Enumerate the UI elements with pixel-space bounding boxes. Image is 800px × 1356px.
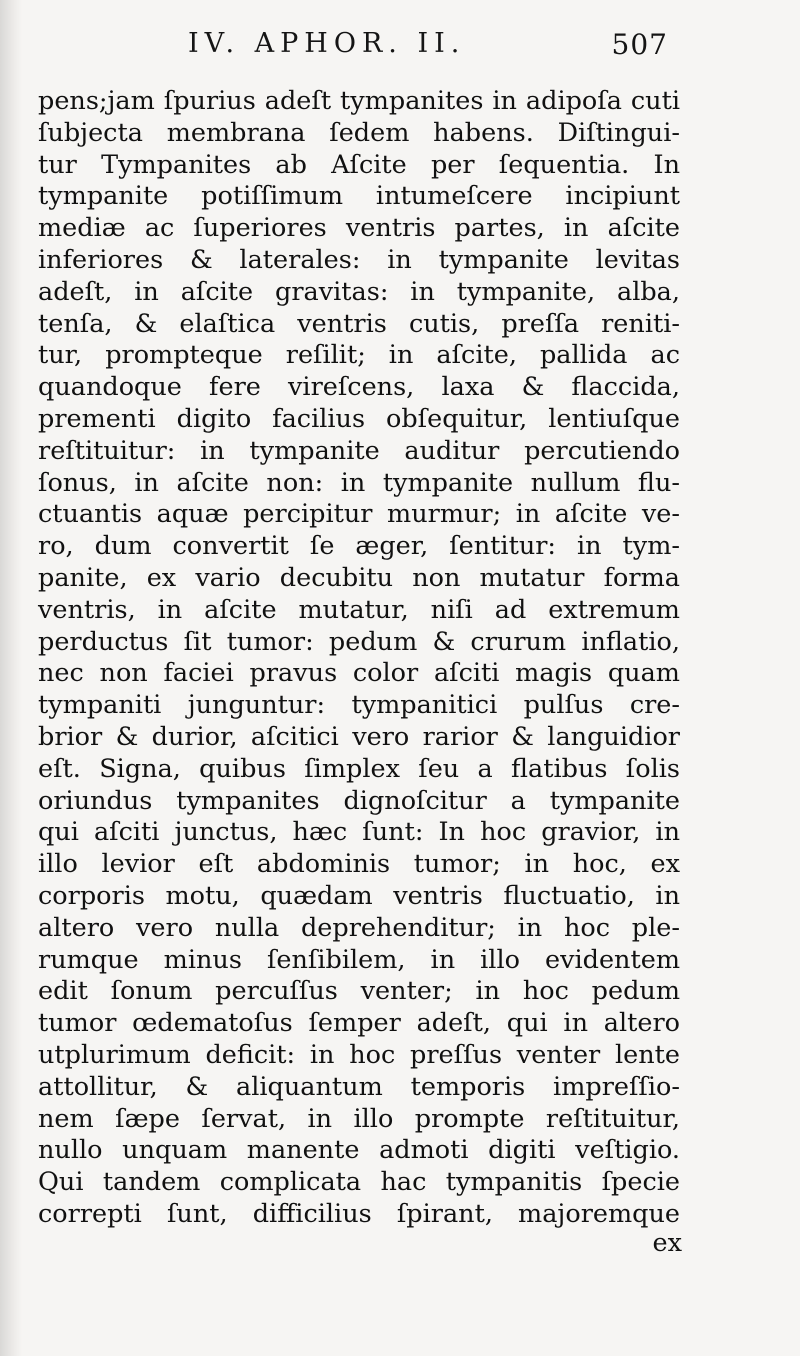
text-line: brior & durior, aſcitici vero rarior & languidior: [38, 721, 680, 752]
text-line: tympanite potiſſimum intumeſcere incipiunt: [38, 181, 680, 212]
text-line: mediæ ac ſuperiores ventris partes, in aſcite: [38, 213, 680, 244]
text-line: nec non faciei pravus color aſciti magis quam: [38, 658, 680, 689]
page-number: 507: [611, 28, 668, 61]
text-line: ctuantis aquæ percipitur murmur; in aſcite ve-: [38, 499, 680, 530]
page-gutter-shadow: [0, 0, 22, 1356]
page-header: [188, 28, 668, 72]
text-line: tur, prompteque reſilit; in aſcite, pallida ac: [38, 340, 680, 371]
text-line: ſubjecta membrana ſedem habens. Diſtingui-: [38, 117, 680, 148]
text-line: ventris, in aſcite mutatur, niſi ad extremum: [38, 594, 680, 625]
text-line: altero vero nulla deprehenditur; in hoc ple-: [38, 912, 680, 943]
text-line: prementi digito facilius obſequitur, lentiuſque: [38, 403, 680, 434]
text-line: reſtituitur: in tympanite auditur percutiendo: [38, 435, 680, 466]
text-line: correpti ſunt, difficilius ſpirant, majoremque: [38, 1198, 680, 1229]
text-line: eſt. Signa, quibus ſimplex ſeu a flatibus ſolis: [38, 753, 680, 784]
running-head: IV. APHOR. II.: [188, 28, 466, 59]
text-line: quandoque fere vireſcens, laxa & flaccida,: [38, 372, 680, 403]
text-line: illo levior eſt abdominis tumor; in hoc, ex: [38, 849, 680, 880]
text-line: attollitur, & aliquantum temporis impreſſio-: [38, 1071, 680, 1102]
text-line: adeſt, in aſcite gravitas: in tympanite, alba,: [38, 276, 680, 307]
text-line: ro, dum convertit ſe æger, ſentitur: in tym-: [38, 531, 680, 562]
text-line: panite, ex vario decubitu non mutatur forma: [38, 562, 680, 593]
text-line: utplurimum deficit: in hoc preſſus venter lente: [38, 1039, 680, 1070]
text-line: edit ſonum percuſſus venter; in hoc pedum: [38, 976, 680, 1007]
text-line: pens;jam ſpurius adeſt tympanites in adipoſa cuti: [38, 86, 680, 116]
text-line: oriundus tympanites dignoſcitur a tympanite: [38, 785, 680, 816]
text-line: qui aſciti junctus, hæc ſunt: In hoc gravior, in: [38, 817, 680, 848]
text-line: Qui tandem complicata hac tympanitis ſpecie: [38, 1167, 680, 1198]
text-line: tenſa, & elaſtica ventris cutis, preſſa reniti-: [38, 308, 680, 339]
text-line: nem ſæpe ſervat, in illo prompte reſtituitur,: [38, 1103, 680, 1134]
text-line: perductus ſit tumor: pedum & crurum inflatio,: [38, 626, 680, 657]
text-line: tumor œdematoſus ſemper adeſt, qui in altero: [38, 1008, 680, 1039]
text-line: nullo unquam manente admoti digiti veſtigio.: [38, 1135, 680, 1166]
text-line: ſonus, in aſcite non: in tympanite nullum flu-: [38, 467, 680, 498]
body-text: [38, 86, 680, 1231]
text-line: inferiores & laterales: in tympanite levitas: [38, 244, 680, 275]
text-line: tympaniti junguntur: tympanitici pulſus cre-: [38, 690, 680, 721]
text-line: tur Tympanites ab Aſcite per ſequentia. In: [38, 149, 680, 180]
text-line: corporis motu, quædam ventris fluctuatio, in: [38, 880, 680, 911]
text-line: rumque minus ſenſibilem, in illo evidentem: [38, 944, 680, 975]
catchword: ex: [652, 1228, 682, 1258]
